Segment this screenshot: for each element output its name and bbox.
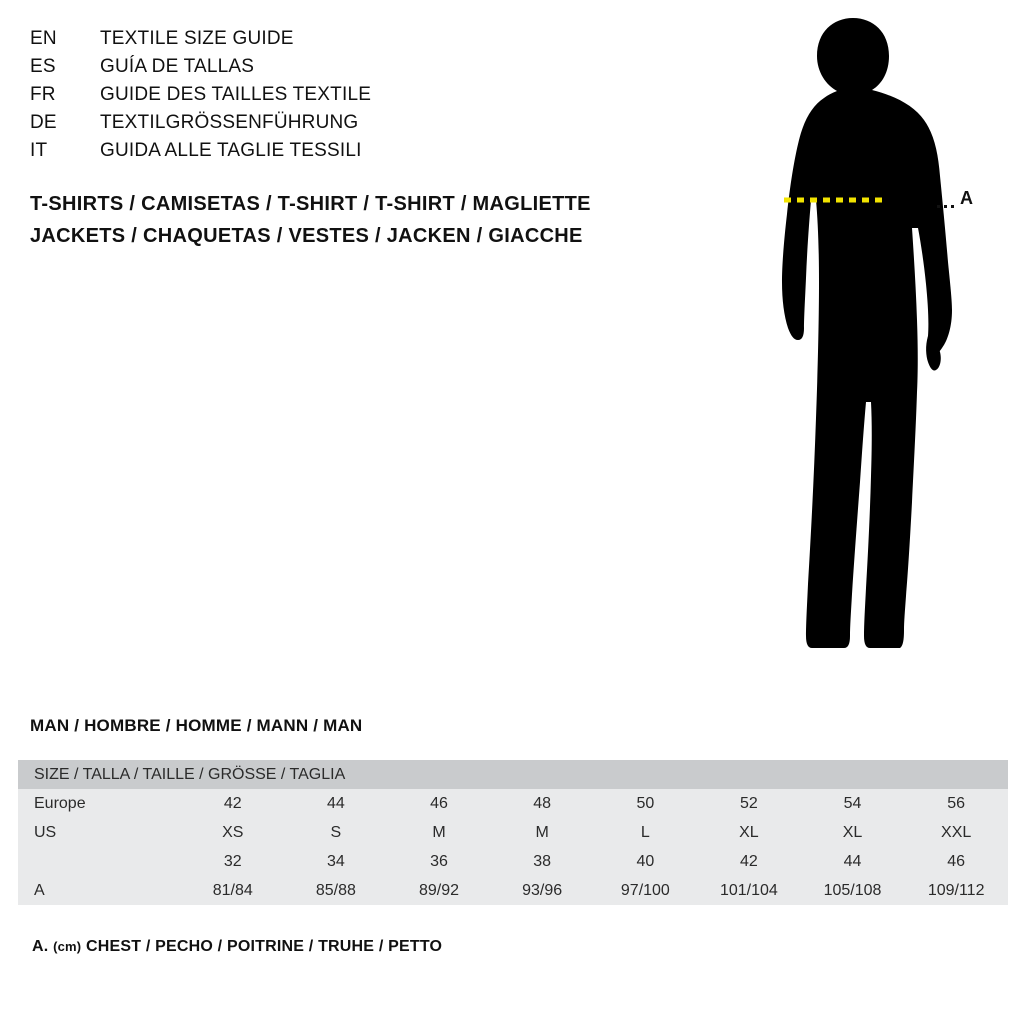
garment-line-jackets: JACKETS / CHAQUETAS / VESTES / JACKEN / GIACCHE: [30, 225, 583, 247]
table-cell: 85/88: [284, 876, 387, 905]
table-cell: L: [594, 818, 697, 847]
table-cell: 32: [181, 847, 284, 876]
language-title: GUIDE DES TAILLES TEXTILE: [100, 84, 372, 105]
table-header-row: [18, 760, 1008, 789]
table-cell: 50: [594, 789, 697, 818]
table-cell: 46: [387, 789, 490, 818]
body-shape: [782, 18, 952, 648]
language-title: GUIDA ALLE TAGLIE TESSILI: [100, 140, 362, 161]
row-label-blank: [18, 847, 181, 876]
footnote-text: CHEST / PECHO / POITRINE / TRUHE / PETTO: [85, 938, 443, 955]
table-cell: M: [387, 818, 490, 847]
footnote-prefix: A.: [32, 938, 49, 955]
table-row: [18, 789, 1008, 818]
garment-line-tshirts: T-SHIRTS / CAMISETAS / T-SHIRT / T-SHIRT / MAGLIETTE: [30, 193, 591, 215]
table-cell: 52: [697, 789, 801, 818]
man-silhouette-figure: [700, 10, 1000, 680]
table-cell: 48: [491, 789, 594, 818]
table-row: [18, 876, 1008, 905]
language-row: [30, 28, 650, 56]
table-cell: 56: [904, 789, 1008, 818]
language-title: GUÍA DE TALLAS: [100, 56, 255, 77]
table-cell: 42: [697, 847, 801, 876]
language-row: [30, 84, 650, 112]
table-cell: 93/96: [491, 876, 594, 905]
table-cell: XXL: [904, 818, 1008, 847]
table-cell: 101/104: [697, 876, 801, 905]
table-row: [18, 818, 1008, 847]
language-title: TEXTILGRÖSSENFÜHRUNG: [100, 112, 359, 133]
leader-dots: [937, 196, 957, 199]
size-table: [18, 760, 1008, 905]
gender-heading: MAN / HOMBRE / HOMME / MANN / MAN: [30, 716, 363, 735]
table-cell: M: [491, 818, 594, 847]
silhouette-svg: [700, 10, 1000, 680]
language-title: TEXTILE SIZE GUIDE: [100, 28, 294, 49]
table-cell: S: [284, 818, 387, 847]
table-header-title: SIZE / TALLA / TAILLE / GRÖSSE / TAGLIA: [18, 760, 1008, 789]
table-row: [18, 847, 1008, 876]
table-cell: XS: [181, 818, 284, 847]
row-label-a: A: [18, 876, 181, 905]
table-cell: 44: [801, 847, 905, 876]
language-code: EN: [30, 28, 57, 49]
row-label-europe: Europe: [18, 789, 181, 818]
language-code: DE: [30, 112, 57, 133]
language-code: IT: [30, 140, 48, 161]
table-cell: 42: [181, 789, 284, 818]
table-cell: XL: [697, 818, 801, 847]
language-guide-block: [30, 28, 650, 168]
language-code: ES: [30, 56, 56, 77]
table-cell: 40: [594, 847, 697, 876]
language-row: [30, 112, 650, 140]
table-cell: 109/112: [904, 876, 1008, 905]
language-row: [30, 140, 650, 168]
language-row: [30, 56, 650, 84]
table-cell: 46: [904, 847, 1008, 876]
table-cell: 89/92: [387, 876, 490, 905]
table-cell: 105/108: [801, 876, 905, 905]
table-cell: 97/100: [594, 876, 697, 905]
table-cell: XL: [801, 818, 905, 847]
chest-measure-label: A: [960, 188, 973, 208]
table-cell: 38: [491, 847, 594, 876]
footnote-unit: (cm): [53, 939, 82, 954]
table-cell: 44: [284, 789, 387, 818]
row-label-us: US: [18, 818, 181, 847]
garment-categories: [30, 188, 670, 252]
table-cell: 34: [284, 847, 387, 876]
language-code: FR: [30, 84, 56, 105]
table-cell: 54: [801, 789, 905, 818]
table-cell: 81/84: [181, 876, 284, 905]
measurement-footnote: [32, 938, 442, 956]
table-cell: 36: [387, 847, 490, 876]
